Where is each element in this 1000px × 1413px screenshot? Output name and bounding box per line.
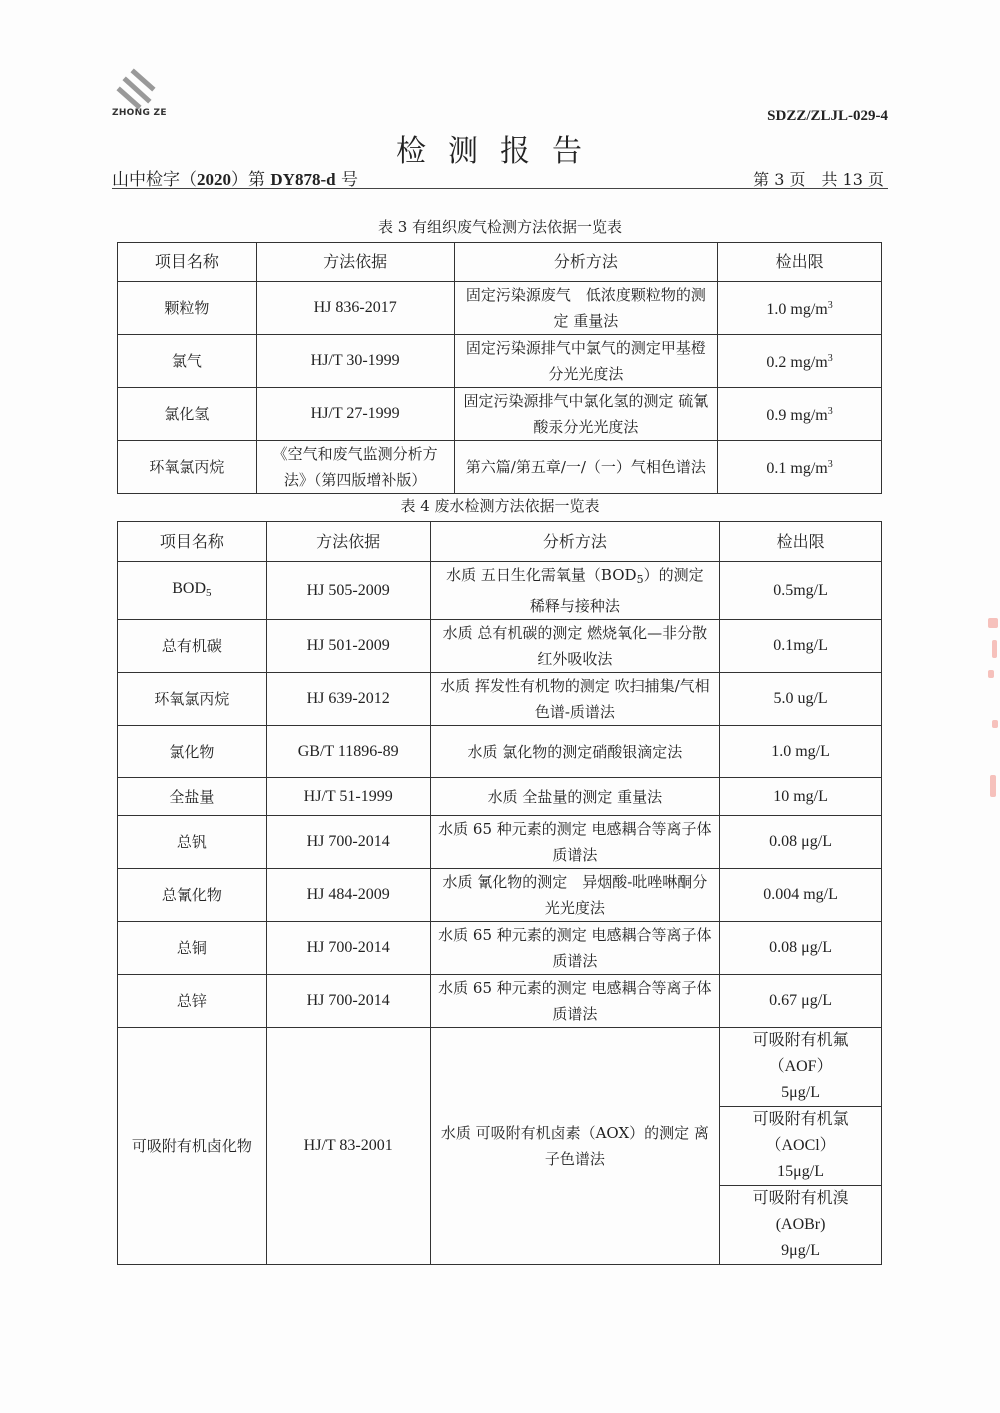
cell-standard: GB/T 11896-89 [266, 726, 430, 778]
cell-method: 水质 65 种元素的测定 电感耦合等离子体质谱法 [430, 922, 720, 975]
cell-method: 固定污染源排气中氯化氢的测定 硫氰酸汞分光光度法 [454, 388, 718, 441]
table-row-aox [118, 1028, 882, 1107]
cell-standard: HJ 700-2014 [266, 922, 430, 975]
cell-item: $BOD_5$ [118, 562, 267, 620]
cell-limit: 0.5mg/L [720, 562, 882, 620]
table4-wastewater-methods [117, 521, 882, 1265]
cell-standard: HJ/T 51-1999 [266, 778, 430, 816]
cell-limit: 1.0 mg/L [720, 726, 882, 778]
header-method: 分析方法 [454, 243, 718, 282]
cell-item: 可吸附有机卤化物 [118, 1028, 267, 1265]
cell-standard: 《空气和废气监测分析方法》（第四版增补版） [256, 441, 454, 494]
cell-item: 颗粒物 [118, 282, 257, 335]
cell-limit: 1.0 $mg/m^3$ [718, 282, 882, 335]
cell-method: 水质 氰化物的测定 异烟酸-吡唑啉酮分光光度法 [430, 869, 720, 922]
report-title: 检测报告 [396, 134, 604, 169]
cell-limit: 0.9 $mg/m^3$ [718, 388, 882, 441]
cell-limit-aocl: 可吸附有机氯 （AOCl） 15μg/L [720, 1107, 882, 1186]
cell-item: 环氧氯丙烷 [118, 673, 267, 726]
cell-standard: HJ 639-2012 [266, 673, 430, 726]
cell-method: 水质 65 种元素的测定 电感耦合等离子体质谱法 [430, 975, 720, 1028]
cell-method: 水质 总有机碳的测定 燃烧氧化—非分散红外吸收法 [430, 620, 720, 673]
header-method: 分析方法 [430, 522, 720, 562]
cell-standard: HJ 836-2017 [256, 282, 454, 335]
cell-method: 固定污染源排气中氯气的测定甲基橙分光光度法 [454, 335, 718, 388]
cell-item: 环氧氯丙烷 [118, 441, 257, 494]
cell-method: 固定污染源废气 低浓度颗粒物的测定 重量法 [454, 282, 718, 335]
table-row [118, 975, 882, 1028]
cell-limit: 0.08 μg/L [720, 816, 882, 869]
table-row [118, 441, 882, 494]
cell-limit: 0.2 $mg/m^3$ [718, 335, 882, 388]
cell-item: 氯气 [118, 335, 257, 388]
cell-method: 水质 65 种元素的测定 电感耦合等离子体质谱法 [430, 816, 720, 869]
cell-limit: 0.08 μg/L [720, 922, 882, 975]
cell-standard: HJ/T 30-1999 [256, 335, 454, 388]
cell-limit: 0.004 mg/L [720, 869, 882, 922]
table-row [118, 562, 882, 620]
cell-limit-aobr: 可吸附有机溴 (AOBr) 9μg/L [720, 1186, 882, 1265]
table-row [118, 620, 882, 673]
cell-item: 氯化氢 [118, 388, 257, 441]
cell-item: 全盐量 [118, 778, 267, 816]
cell-method: 第六篇/第五章/一/（一）气相色谱法 [454, 441, 718, 494]
table-header-row [118, 522, 882, 562]
cell-method: 水质 氯化物的测定硝酸银滴定法 [430, 726, 720, 778]
cell-standard: HJ 505-2009 [266, 562, 430, 620]
header-standard: 方法依据 [266, 522, 430, 562]
cell-limit: 0.1mg/L [720, 620, 882, 673]
table-row [118, 726, 882, 778]
cell-limit: 0.1 $mg/m^3$ [718, 441, 882, 494]
header-standard: 方法依据 [256, 243, 454, 282]
cell-standard: HJ/T 83-2001 [266, 1028, 430, 1265]
cell-method: 水质 全盐量的测定 重量法 [430, 778, 720, 816]
header-limit: 检出限 [718, 243, 882, 282]
table-row [118, 778, 882, 816]
cell-limit: 5.0 ug/L [720, 673, 882, 726]
logo-text: ZHONG ZE [112, 108, 167, 118]
cell-standard: HJ 700-2014 [266, 975, 430, 1028]
cell-item: 氯化物 [118, 726, 267, 778]
cell-method: 水质 可吸附有机卤素（AOX）的测定 离子色谱法 [430, 1028, 720, 1265]
seal-edge-mark [980, 600, 1000, 840]
cell-item: 总有机碳 [118, 620, 267, 673]
cell-item: 总钒 [118, 816, 267, 869]
cell-standard: HJ/T 27-1999 [256, 388, 454, 441]
header-divider [112, 188, 888, 189]
doc-code: SDZZ/ZLJL-029-4 [767, 108, 888, 124]
cell-method: 水质 五日生化需氧量$(BOD_5)$的测定 稀释与接种法 [430, 562, 720, 620]
cell-standard: HJ 501-2009 [266, 620, 430, 673]
cell-method: 水质 挥发性有机物的测定 吹扫捕集/气相色谱-质谱法 [430, 673, 720, 726]
cell-limit: 10 mg/L [720, 778, 882, 816]
header-item: 项目名称 [118, 243, 257, 282]
table4-caption: 表 4 废水检测方法依据一览表 [400, 497, 600, 515]
table-row [118, 816, 882, 869]
table-row [118, 335, 882, 388]
table-row [118, 673, 882, 726]
cell-item: 总铜 [118, 922, 267, 975]
table3-caption: 表 3 有组织废气检测方法依据一览表 [377, 218, 623, 236]
report-number: 山中检字（2020）第 DY878-d 号 [112, 170, 358, 190]
page-info: 第 3 页 共 13 页 [753, 170, 884, 189]
table-row [118, 282, 882, 335]
header-item: 项目名称 [118, 522, 267, 562]
cell-item: 总氰化物 [118, 869, 267, 922]
table-row [118, 388, 882, 441]
table3-exhaust-gas-methods [117, 242, 882, 494]
table-row [118, 869, 882, 922]
cell-limit-aof: 可吸附有机氟 （AOF） 5μg/L [720, 1028, 882, 1107]
cell-standard: HJ 484-2009 [266, 869, 430, 922]
header-limit: 检出限 [720, 522, 882, 562]
table-row [118, 922, 882, 975]
cell-item: 总锌 [118, 975, 267, 1028]
cell-limit: 0.67 μg/L [720, 975, 882, 1028]
table-header-row [118, 243, 882, 282]
cell-standard: HJ 700-2014 [266, 816, 430, 869]
